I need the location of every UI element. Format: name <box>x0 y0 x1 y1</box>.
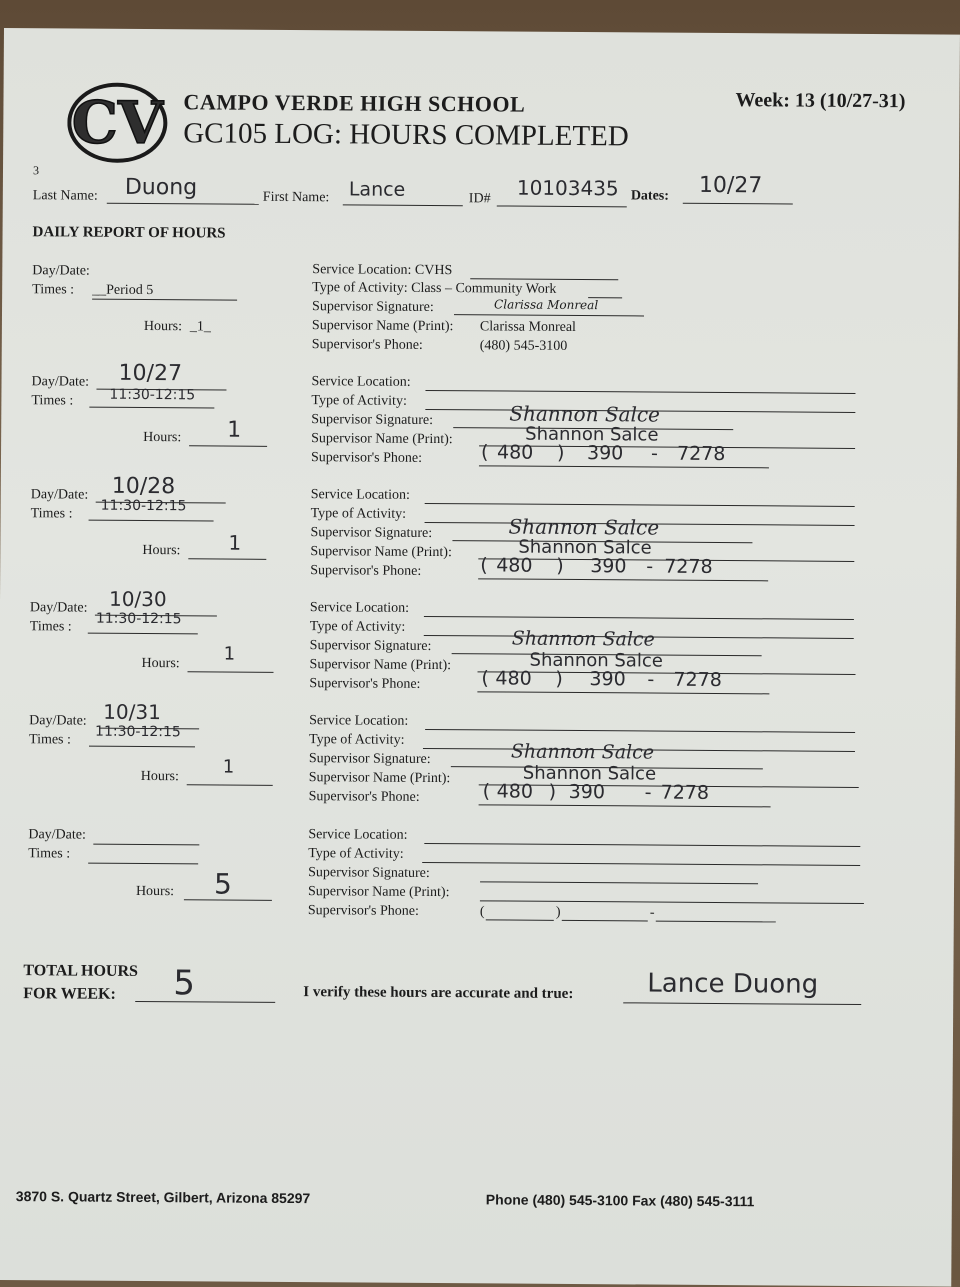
entry-supervisor-name: Shannon Salce <box>479 766 859 788</box>
day-date-label: Day/Date: <box>31 374 90 390</box>
id-label: ID# <box>468 191 491 207</box>
first-name-label: First Name: <box>262 189 330 206</box>
week-label: Week: 13 (10/27-31) <box>735 89 906 113</box>
type-of-activity-label: Type of Activity: <box>309 619 406 635</box>
activity-line <box>422 847 860 866</box>
page-number: 3 <box>32 163 40 178</box>
supervisor-name-label: Supervisor Name (Print): <box>310 544 452 561</box>
service-location-label: Service Location: <box>309 713 409 729</box>
entry-times: 11:30-12:15 <box>89 502 214 522</box>
service-location-line <box>424 601 854 620</box>
times-label: Times : <box>28 846 71 862</box>
form-title: GC105 LOG: HOURS COMPLETED <box>183 117 629 153</box>
signature-label: Supervisor Signature: <box>310 525 433 542</box>
day-date-label: Day/Date: <box>29 600 88 616</box>
service-location-label: Service Location: <box>308 827 408 843</box>
entry-signature: Shannon Salce <box>451 746 763 769</box>
signature-label: Supervisor Signature: <box>311 412 434 429</box>
id-field: 10103435 <box>497 181 627 207</box>
entry-hours: 5 <box>184 869 272 901</box>
phone-label: Supervisor's Phone: <box>310 563 422 579</box>
example-service-location: Service Location: CVHS <box>312 262 453 279</box>
entry-hours: 1 <box>189 421 267 447</box>
supervisor-name-label: Supervisor Name (Print): <box>309 657 452 674</box>
times-label: Times : <box>30 506 73 522</box>
entry-times <box>88 849 198 865</box>
entry-hours: 1 <box>188 647 274 673</box>
example-signature-label: Supervisor Signature: <box>312 299 434 316</box>
example-phone-label: Supervisor's Phone: <box>311 337 423 353</box>
entry-phone: ( 480 ) 390 - 7278 <box>478 558 768 581</box>
hours-label: Hours: <box>143 429 182 446</box>
example-name-label: Supervisor Name (Print): <box>311 318 454 335</box>
entry-supervisor-name: Shannon Salce <box>478 540 854 562</box>
log-sheet <box>0 28 960 1287</box>
times-label: Times : <box>29 619 72 635</box>
last-name-label: Last Name: <box>32 188 98 204</box>
dates-field: 10/27 <box>683 179 793 205</box>
day-date-label: Day/Date: <box>32 263 90 279</box>
hours-label: Hours: <box>143 318 183 335</box>
svg-text:CV: CV <box>71 88 164 158</box>
footer-address: 3870 S. Quartz Street, Gilbert, Arizona 85297 <box>15 1188 311 1207</box>
phone-label: Supervisor's Phone: <box>307 903 419 919</box>
entry-times: 11:30-12:15 <box>88 615 198 635</box>
service-location-line <box>424 828 860 847</box>
service-location-line <box>425 714 855 733</box>
day-date-label: Day/Date: <box>30 487 89 503</box>
entry-signature: Shannon Salce <box>453 407 733 430</box>
dates-label: Dates: <box>630 188 670 204</box>
hours-label: Hours: <box>135 883 175 900</box>
day-date-label: Day/Date: <box>29 713 87 729</box>
service-location-label: Service Location: <box>310 487 410 503</box>
entry-date: 10/31 <box>99 708 199 730</box>
entry-signature: Shannon Salce <box>452 520 752 543</box>
example-phone: (480) 545-3100 <box>479 338 568 354</box>
footer-phone-fax: Phone (480) 545-3100 Fax (480) 545-3111 <box>485 1191 755 1210</box>
entry-date <box>93 829 199 846</box>
example-signature: Clarissa Monreal <box>454 299 644 316</box>
student-signature: Lance Duong <box>623 972 861 1005</box>
times-label: Times : <box>28 732 71 748</box>
hours-label: Hours: <box>141 655 180 672</box>
last-name-field: Duong <box>107 179 259 205</box>
example-supervisor-name: Clarissa Monreal <box>479 319 577 336</box>
entry-phone: ( 480 ) 390 - 7278 <box>479 784 771 807</box>
supervisor-name-label: Supervisor Name (Print): <box>311 431 453 448</box>
signature-label: Supervisor Signature: <box>309 638 432 654</box>
entry-hours: 1 <box>188 534 266 560</box>
hours-label: Hours: <box>140 768 179 785</box>
entry-date: 10/30 <box>95 595 217 617</box>
entry-supervisor-name <box>480 885 864 904</box>
entry-date: 10/28 <box>96 482 226 504</box>
type-of-activity-label: Type of Activity: <box>308 846 404 862</box>
total-hours-value: 5 <box>135 965 275 1003</box>
phone-label: Supervisor's Phone: <box>309 676 421 692</box>
service-location-line <box>425 488 855 507</box>
entry-hours: 1 <box>187 760 273 786</box>
times-label: Times : <box>31 393 74 409</box>
entry-supervisor-name: Shannon Salce <box>478 653 856 675</box>
times-label: Times : <box>32 282 75 298</box>
entry-times: 11:30-12:15 <box>89 389 214 409</box>
supervisor-name-label: Supervisor Name (Print): <box>307 884 450 901</box>
entry-supervisor-name: Shannon Salce <box>479 427 855 449</box>
entry-phone: ( 480 ) 390 - 7278 <box>477 671 769 694</box>
entry-signature: Shannon Salce <box>452 633 762 656</box>
entry-signature <box>480 866 758 884</box>
school-name: CAMPO VERDE HIGH SCHOOL <box>183 89 526 117</box>
signature-label: Supervisor Signature: <box>308 865 430 881</box>
example-hours: _1_ <box>189 319 211 335</box>
entry-phone: ( 480 ) 390 - 7278 <box>479 445 769 468</box>
signature-label: Supervisor Signature: <box>308 751 431 767</box>
hours-label: Hours: <box>142 542 181 559</box>
total-hours-label: TOTAL HOURS <box>23 962 139 980</box>
service-location-line <box>425 375 855 394</box>
type-of-activity-label: Type of Activity: <box>311 393 407 409</box>
cv-logo-icon <box>67 80 172 165</box>
day-date-label: Day/Date: <box>28 827 86 843</box>
service-location-label: Service Location: <box>309 600 410 616</box>
example-times: __Period 5 <box>92 283 237 301</box>
verify-label: I verify these hours are accurate and true: <box>303 984 574 1002</box>
first-name-field: Lance <box>343 180 463 206</box>
example-service-line <box>470 263 618 280</box>
example-type-of-activity: Type of Activity: Class – Community Work <box>312 280 557 297</box>
for-week-label: FOR WEEK: <box>23 985 116 1003</box>
example-activity-line <box>588 282 622 298</box>
phone-label: Supervisor's Phone: <box>310 450 423 466</box>
section-title: DAILY REPORT OF HOURS <box>32 224 226 242</box>
entry-times: 11:30-12:15 <box>89 728 195 748</box>
type-of-activity-label: Type of Activity: <box>310 506 407 522</box>
type-of-activity-label: Type of Activity: <box>308 732 405 748</box>
supervisor-name-label: Supervisor Name (Print): <box>308 770 451 787</box>
entry-date: 10/27 <box>96 369 226 391</box>
service-location-label: Service Location: <box>311 374 411 390</box>
entry-phone: ( ) - <box>480 904 776 921</box>
phone-label: Supervisor's Phone: <box>308 789 420 805</box>
